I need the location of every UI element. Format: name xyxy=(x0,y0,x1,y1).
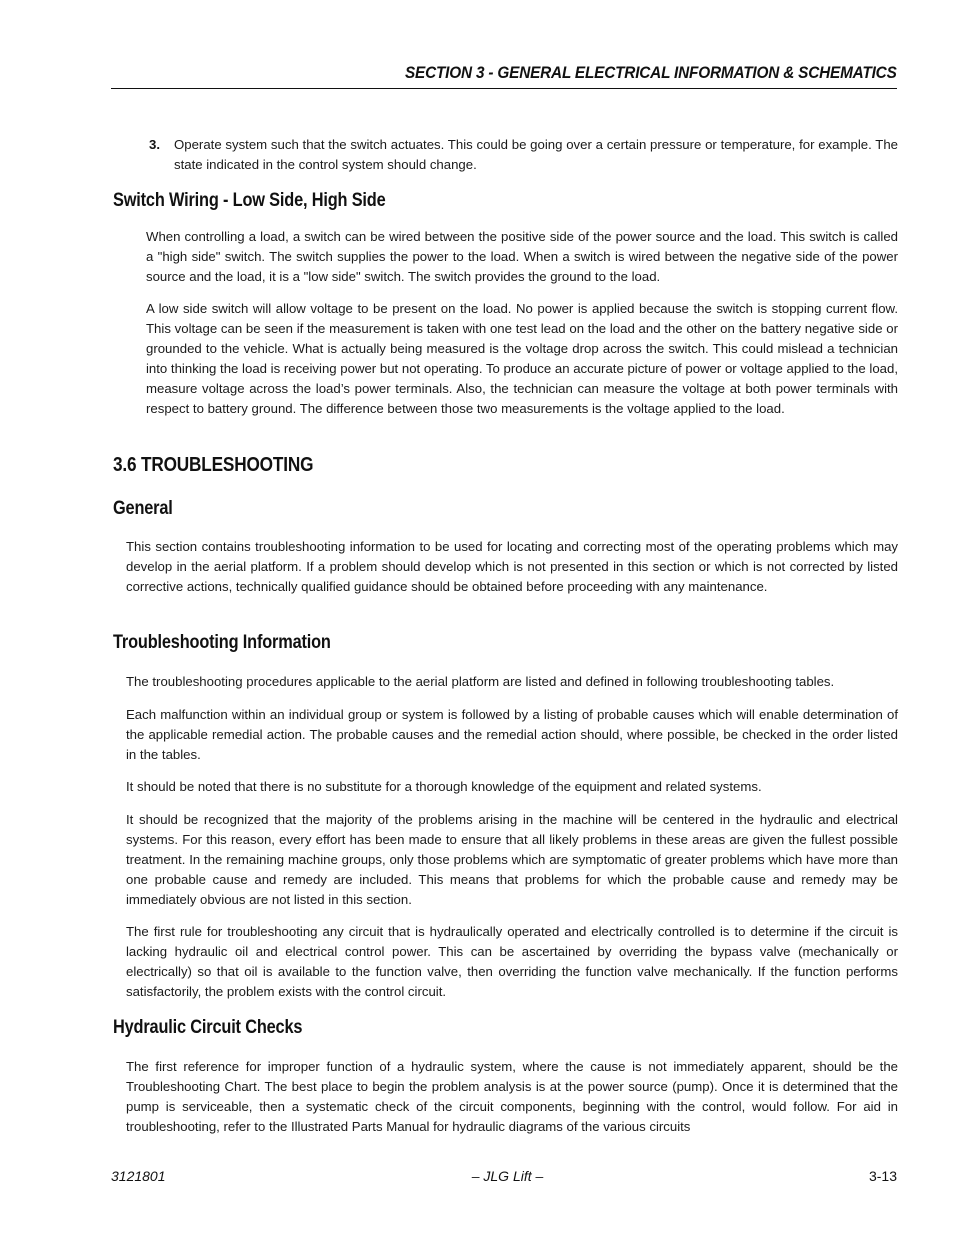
info-paragraph-1 xyxy=(126,672,898,692)
general-heading: General xyxy=(113,498,173,519)
footer-page-number: 3-13 xyxy=(868,1168,897,1184)
info-paragraph-5 xyxy=(126,922,898,1002)
paragraph-text: When controlling a load, a switch can be wired between the positive side of the power source and the load. This switch is called a "high side" switch. The switch supplies the power to the load. When a switch is wired between the negative side of the power source and the load, it is a "low side" switch. The switch provides the ground to the load. xyxy=(146,229,898,284)
troubleshooting-section-heading: 3.6 TROUBLESHOOTING xyxy=(113,454,314,476)
troubleshooting-information-heading: Troubleshooting Information xyxy=(113,632,331,653)
section-header-title: SECTION 3 - GENERAL ELECTRICAL INFORMATION & SCHEMATICS xyxy=(405,64,897,82)
paragraph-text: The troubleshooting procedures applicable to the aerial platform are listed and defined in following troubleshooting tables. xyxy=(126,674,835,689)
hydraulic-circuit-checks-heading: Hydraulic Circuit Checks xyxy=(113,1017,303,1038)
step-number: 3. xyxy=(149,137,160,152)
info-paragraph-2 xyxy=(126,705,898,765)
paragraph-text: This section contains troubleshooting information to be used for locating and correcting most of the operating problems which may develop in the aerial platform. If a problem should develop which is not presented in this section or which is not corrected by listed corrective actions, technically qualified guidance should be obtained before proceeding with any maintenance. xyxy=(126,539,898,594)
paragraph-text: A low side switch will allow voltage to be present on the load. No power is applied because the switch is stopping current flow. This voltage can be seen if the measurement is taken with one test lead on the load and the other on the battery negative side or grounded to the vehicle. What is actually being measured is the voltage drop across the switch. This could mislead a technician into thinking the load is receiving power but not operating. To produce an accurate picture of power or voltage applied to the load, measure voltage across the load’s power terminals. Also, the technician can measure the voltage at both power terminals with respect to battery ground. The difference between those two measurements is the voltage applied to the load. xyxy=(146,301,898,416)
paragraph-text: It should be noted that there is no substitute for a thorough knowledge of the equipment and related systems. xyxy=(126,779,762,794)
step-item xyxy=(174,135,898,175)
general-paragraph xyxy=(126,537,898,597)
paragraph-text: Each malfunction within an individual group or system is followed by a listing of probable causes which will enable determination of the applicable remedial action. The probable causes and the remedial action should, where possible, be checked in the order listed in the tables. xyxy=(126,707,898,762)
switch-wiring-heading: Switch Wiring - Low Side, High Side xyxy=(113,190,386,211)
header-divider xyxy=(111,88,897,89)
switch-wiring-paragraph-1 xyxy=(146,227,898,287)
hydraulic-paragraph xyxy=(126,1057,898,1137)
footer-brand: – JLG Lift – xyxy=(471,1168,544,1184)
footer-doc-number: 3121801 xyxy=(111,1168,166,1184)
paragraph-text: The first reference for improper function of a hydraulic system, where the cause is not immediately apparent, should be the Troubleshooting Chart. The best place to begin the problem analysis is at the power source (pump). Once it is determined that the pump is serviceable, then a systematic check of the circuit components, beginning with the control, would follow. For aid in troubleshooting, refer to the Illustrated Parts Manual for hydraulic diagrams of the various circuits xyxy=(126,1059,898,1134)
paragraph-text: It should be recognized that the majority of the problems arising in the machine will be centered in the hydraulic and electrical systems. For this reason, every effort has been made to ensure that all likely problems in these areas are given the fullest possible treatment. In the remaining machine groups, only those problems which are symptomatic of greater problems which have more than one probable cause and remedy are included. This means that problems for which the probable cause and remedy may be immediately obvious are not listed in this section. xyxy=(126,812,898,907)
info-paragraph-4 xyxy=(126,810,898,910)
step-text: Operate system such that the switch actuates. This could be going over a certain pressure or temperature, for example. The state indicated in the control system should change. xyxy=(174,137,898,172)
switch-wiring-paragraph-2 xyxy=(146,299,898,419)
paragraph-text: The first rule for troubleshooting any circuit that is hydraulically operated and electrically controlled is to determine if the circuit is lacking hydraulic oil and electrical control power. This can be ascertained by overriding the bypass valve (mechanically or electrically) so that oil is available to the function valve, then overriding the function valve mechanically. If the function performs satisfactorily, the problem exists with the control circuit. xyxy=(126,924,898,999)
info-paragraph-3 xyxy=(126,777,898,797)
